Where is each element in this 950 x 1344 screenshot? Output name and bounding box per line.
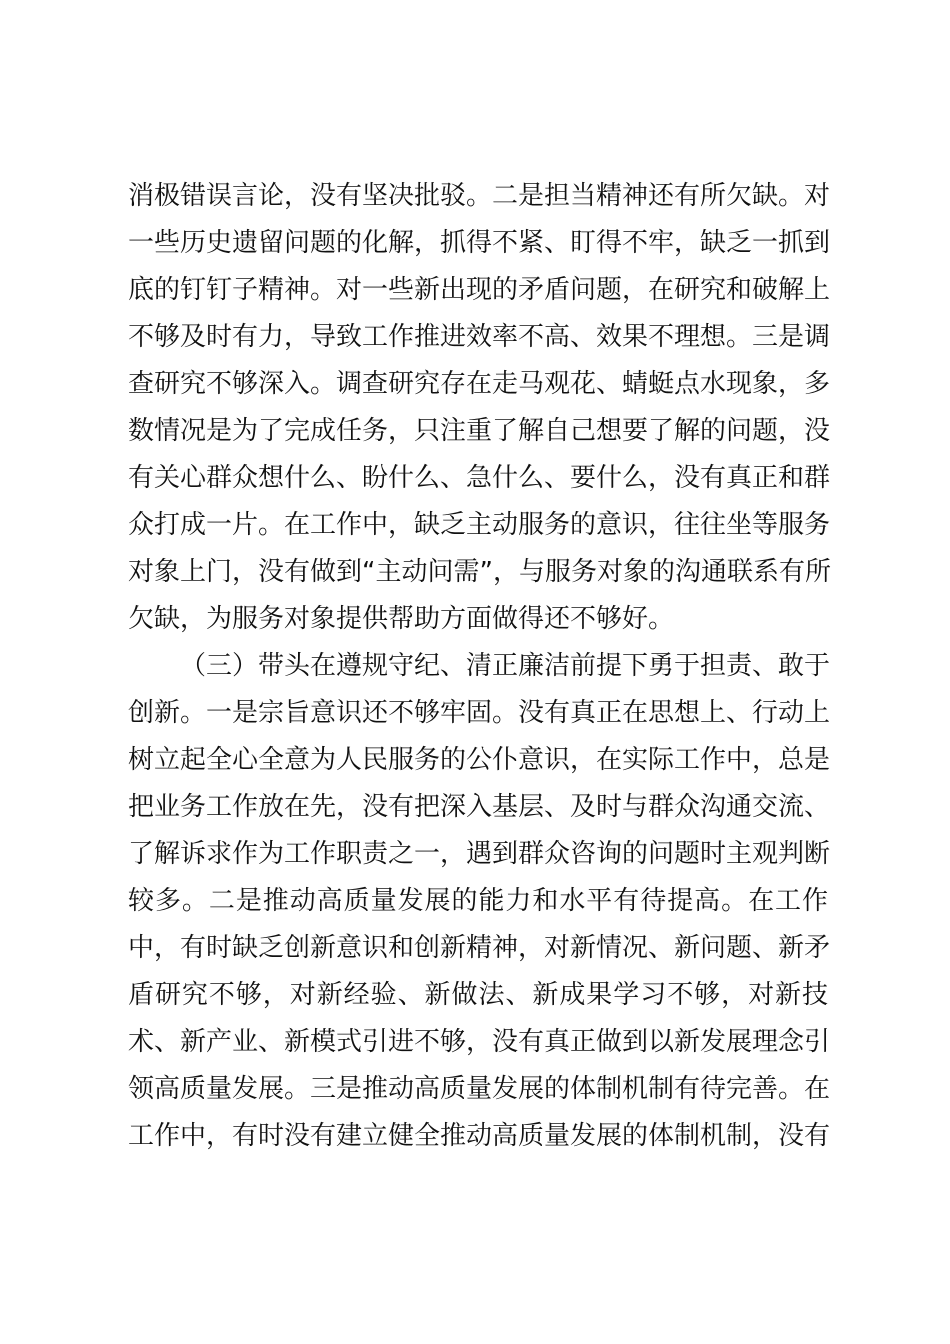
text-line: 不够及时有力，导致工作推进效率不高、效果不理想。三是调 [128, 322, 831, 352]
text-line: 底的钉钉子精神。对一些新出现的矛盾问题，在研究和破解上 [128, 275, 831, 305]
text-line: 有关心群众想什么、盼什么、急什么、要什么，没有真正和群 [128, 463, 831, 493]
text-line: 把业务工作放在先，没有把深入基层、及时与群众沟通交流、 [128, 792, 831, 822]
text-line: 一些历史遗留问题的化解，抓得不紧、盯得不牢，缺乏一抓到 [128, 228, 831, 258]
text-line: 领高质量发展。三是推动高质量发展的体制机制有待完善。在 [128, 1074, 831, 1104]
text-line: 术、新产业、新模式引进不够，没有真正做到以新发展理念引 [128, 1027, 831, 1057]
section-heading-line: （三）带头在遵规守纪、清正廉洁前提下勇于担责、敢于 [180, 651, 831, 681]
text-line: 欠缺，为服务对象提供帮助方面做得还不够好。 [128, 604, 675, 634]
text-line: 中，有时缺乏创新意识和创新精神，对新情况、新问题、新矛 [128, 933, 831, 963]
text-line: 树立起全心全意为人民服务的公仆意识，在实际工作中，总是 [128, 745, 831, 775]
text-line: 创新。一是宗旨意识还不够牢固。没有真正在思想上、行动上 [128, 698, 831, 728]
text-line: 对象上门，没有做到“主动问需”，与服务对象的沟通联系有所 [128, 557, 831, 587]
text-line: 众打成一片。在工作中，缺乏主动服务的意识，往往坐等服务 [128, 510, 831, 540]
text-line: 了解诉求作为工作职责之一，遇到群众咨询的问题时主观判断 [128, 839, 831, 869]
text-line: 工作中，有时没有建立健全推动高质量发展的体制机制，没有 [128, 1121, 831, 1151]
text-line: 消极错误言论，没有坚决批驳。二是担当精神还有所欠缺。对 [128, 181, 831, 211]
text-line: 盾研究不够，对新经验、新做法、新成果学习不够，对新技 [128, 980, 828, 1010]
text-line: 查研究不够深入。调查研究存在走马观花、蜻蜓点水现象，多 [128, 369, 831, 399]
text-line: 数情况是为了完成任务，只注重了解自己想要了解的问题，没 [128, 416, 831, 446]
text-line: 较多。二是推动高质量发展的能力和水平有待提高。在工作 [128, 886, 828, 916]
